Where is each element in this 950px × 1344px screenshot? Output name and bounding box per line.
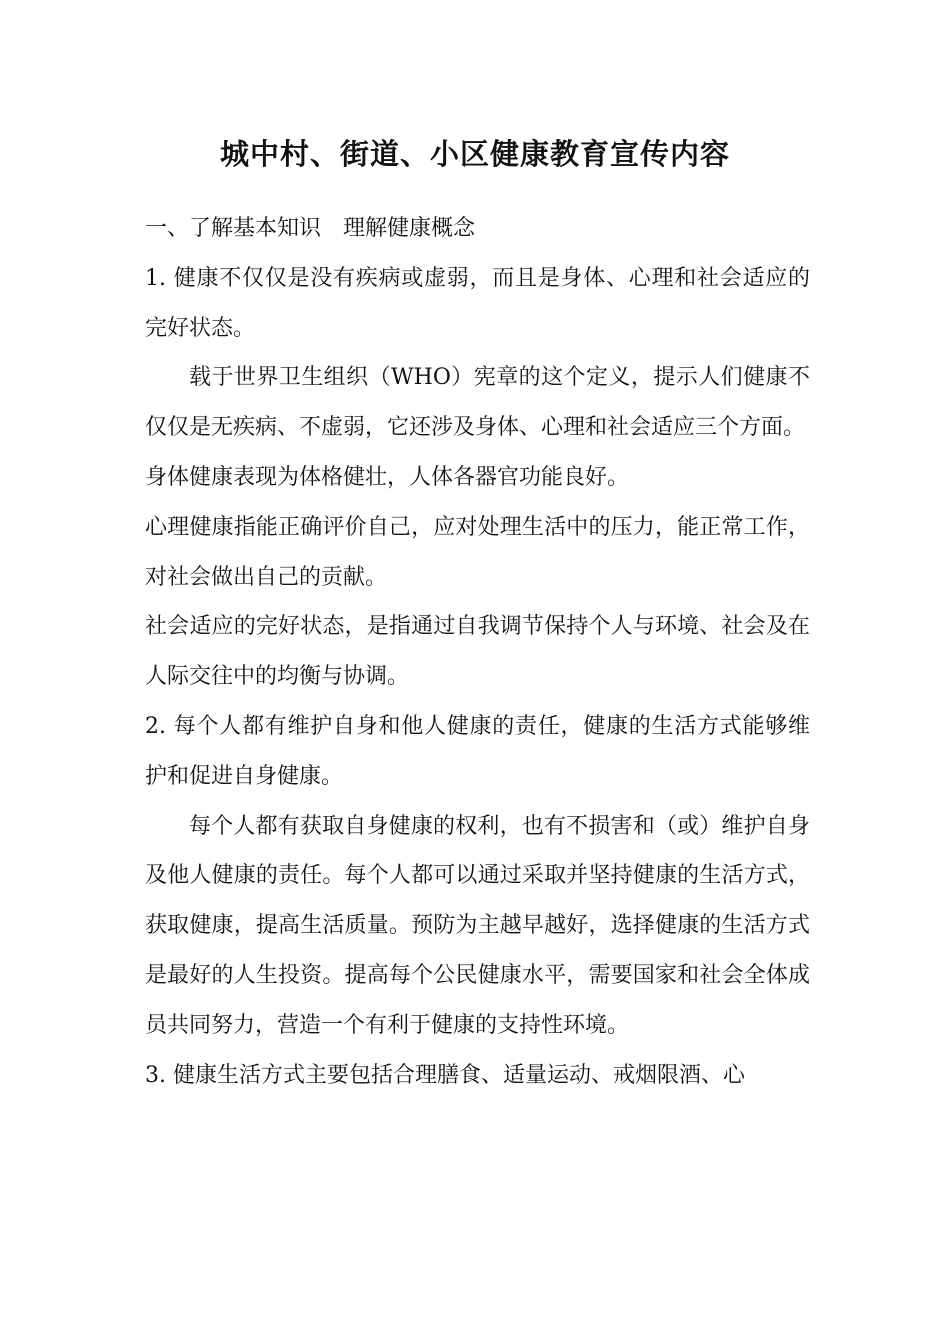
numbered-item-1: 1. 健康不仅仅是没有疾病或虚弱，而且是身体、心理和社会适应的完好状态。: [145, 265, 810, 341]
section-heading: 一、了解基本知识 理解健康概念: [145, 216, 476, 241]
numbered-item-3: 3. 健康生活方式主要包括合理膳食、适量运动、戒烟限酒、心: [145, 1062, 745, 1088]
document-body: [145, 204, 810, 1100]
paragraph-who-definition: 载于世界卫生组织（WHO）宪章的这个定义，提示人们健康不仅仅是无疾病、不虚弱，它还涉及身体、心理和社会适应三个方面。: [145, 365, 810, 441]
numbered-item-2: 2. 每个人都有维护自身和他人健康的责任，健康的生活方式能够维护和促进自身健康。: [145, 713, 810, 789]
paragraph-mental-health: 心理健康指能正确评价自己，应对处理生活中的压力，能正常工作，对社会做出自己的贡献。: [145, 514, 810, 590]
paragraph-social-adaptation: 社会适应的完好状态，是指通过自我调节保持个人与环境、社会及在人际交往中的均衡与协调。: [145, 614, 810, 690]
document-title: 城中村、街道、小区健康教育宣传内容: [219, 137, 730, 171]
paragraph-health-responsibility: 每个人都有获取自身健康的权利，也有不损害和（或）维护自身及他人健康的责任。每个人都可以通过采取并坚持健康的生活方式，获取健康，提高生活质量。预防为主越早越好，选择健康的生活方式是最好的人生投资。提高每个公民健康水平，需要国家和社会全体成员共同努力，营造一个有利于健康的支持性环境。: [145, 813, 810, 1038]
paragraph-physical-health: 身体健康表现为体格健壮，人体各器官功能良好。: [145, 464, 630, 490]
